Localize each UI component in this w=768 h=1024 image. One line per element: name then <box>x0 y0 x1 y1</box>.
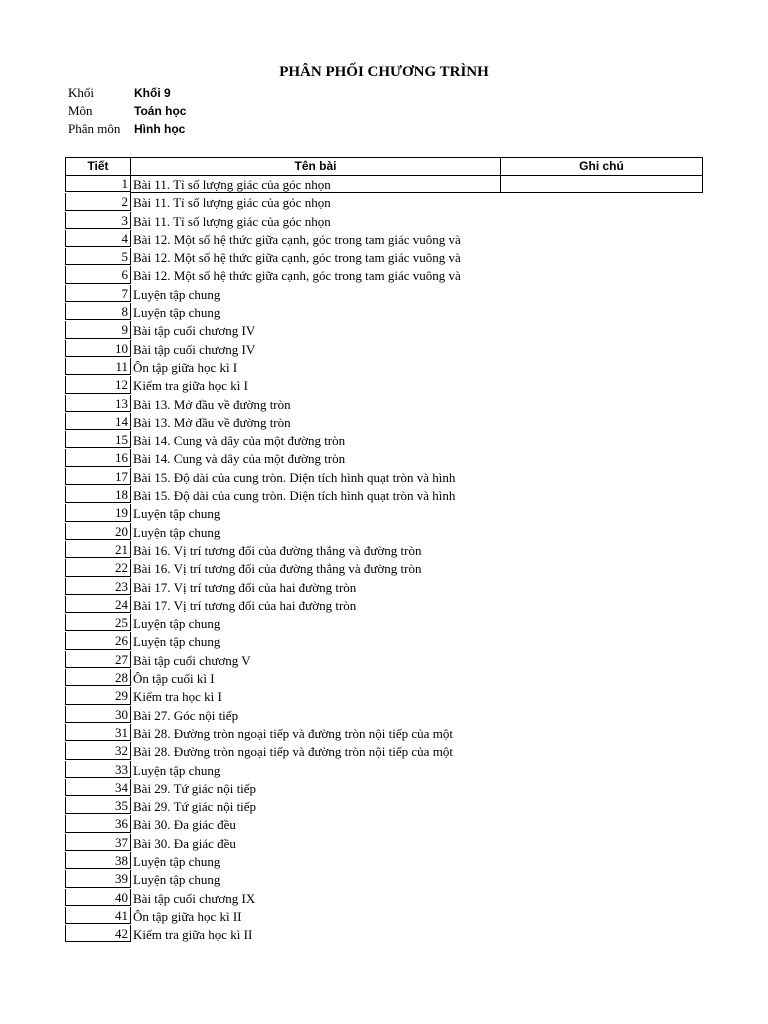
tiet-cell: 40 <box>65 889 131 906</box>
table-row <box>65 578 703 596</box>
table-row <box>65 632 703 650</box>
ten-bai-cell: Luyện tập chung <box>133 286 221 302</box>
table-row <box>65 596 703 614</box>
ten-bai-cell: Luyện tập chung <box>133 524 221 540</box>
ten-bai-cell: Bài 12. Một số hệ thức giữa cạnh, góc trong tam giác vuông và <box>133 268 461 284</box>
table-row <box>65 761 703 779</box>
tiet-cell: 22 <box>65 559 131 576</box>
table-row <box>65 431 703 449</box>
meta-khoi-label: Khối <box>68 85 94 100</box>
tiet-cell: 30 <box>65 706 131 723</box>
ten-bai-cell: Ôn tập cuối kì I <box>133 671 215 687</box>
ten-bai-cell: Bài 16. Vị trí tương đối của đường thẳng và đường tròn <box>133 561 422 577</box>
ten-bai-cell: Bài 29. Tứ giác nội tiếp <box>133 799 257 815</box>
ten-bai-cell: Bài 16. Vị trí tương đối của đường thẳng và đường tròn <box>133 542 422 558</box>
tiet-cell: 26 <box>65 632 131 649</box>
tiet-cell: 3 <box>65 212 131 229</box>
ten-bai-cell: Bài 17. Vị trí tương đối của hai đường tròn <box>133 579 357 595</box>
ten-bai-cell: Luyện tập chung <box>133 762 221 778</box>
tiet-cell: 33 <box>65 761 131 778</box>
ten-bai-cell: Luyện tập chung <box>133 506 221 522</box>
tiet-cell: 8 <box>65 303 131 320</box>
tiet-cell: 23 <box>65 578 131 595</box>
table-row <box>65 285 703 303</box>
tiet-cell: 19 <box>65 504 131 521</box>
table-row <box>65 340 703 358</box>
table-header <box>65 157 703 175</box>
ten-bai-cell: Bài 28. Đường tròn ngoại tiếp và đường tròn nội tiếp của một <box>133 725 453 741</box>
table-row <box>65 230 703 248</box>
ten-bai-cell: Luyện tập chung <box>133 305 221 321</box>
table-row <box>65 413 703 431</box>
table-row <box>65 358 703 376</box>
ten-bai-cell: Bài 11. Tỉ số lượng giác của góc nhọn <box>133 213 331 229</box>
table-row <box>65 779 703 797</box>
table-row <box>65 212 703 230</box>
ten-bai-cell-border <box>130 175 500 193</box>
ten-bai-cell: Kiểm tra học kì I <box>133 689 222 705</box>
meta-phanmon-label: Phân môn <box>68 121 121 136</box>
table-row <box>65 541 703 559</box>
tiet-cell: 20 <box>65 523 131 540</box>
tiet-cell: 5 <box>65 248 131 265</box>
table-row <box>65 504 703 522</box>
table-row <box>65 706 703 724</box>
table-row <box>65 925 703 943</box>
table-row <box>65 651 703 669</box>
table-row <box>65 907 703 925</box>
ten-bai-cell: Bài tập cuối chương V <box>133 652 251 668</box>
table-row <box>65 175 703 193</box>
ten-bai-cell: Bài 27. Góc nội tiếp <box>133 707 239 723</box>
table-row <box>65 395 703 413</box>
tiet-cell: 2 <box>65 193 131 210</box>
ten-bai-cell: Bài 12. Một số hệ thức giữa cạnh, góc trong tam giác vuông và <box>133 231 461 247</box>
tiet-cell: 31 <box>65 724 131 741</box>
table-row <box>65 742 703 760</box>
tiet-cell: 4 <box>65 230 131 247</box>
table-row <box>65 669 703 687</box>
tiet-cell: 9 <box>65 321 131 338</box>
ten-bai-cell: Ôn tập giữa học kì II <box>133 908 242 924</box>
tiet-cell: 28 <box>65 669 131 686</box>
ten-bai-cell: Bài 30. Đa giác đều <box>133 817 236 833</box>
tiet-cell: 36 <box>65 815 131 832</box>
tiet-cell: 34 <box>65 779 131 796</box>
ten-bai-cell: Bài tập cuối chương IV <box>133 341 256 357</box>
tiet-cell: 42 <box>65 925 131 942</box>
meta-phanmon-value: Hình học <box>134 122 186 136</box>
ten-bai-cell: Bài 30. Đa giác đều <box>133 835 236 851</box>
table-row <box>65 815 703 833</box>
header-ten-bai: Tên bài <box>130 157 501 176</box>
table-row <box>65 797 703 815</box>
curriculum-table <box>65 157 703 943</box>
ten-bai-cell: Bài 12. Một số hệ thức giữa cạnh, góc trong tam giác vuông và <box>133 250 461 266</box>
header-ghi-chu: Ghi chú <box>500 157 703 176</box>
tiet-cell: 21 <box>65 541 131 558</box>
meta-mon-label: Môn <box>68 103 93 118</box>
header-tiet: Tiết <box>65 157 131 176</box>
ten-bai-cell: Luyện tập chung <box>133 616 221 632</box>
table-row <box>65 870 703 888</box>
tiet-cell: 17 <box>65 468 131 485</box>
ten-bai-cell: Bài 14. Cung và dây của một đường tròn <box>133 433 346 449</box>
table-row <box>65 687 703 705</box>
ten-bai-cell: Bài 13. Mở đầu về đường tròn <box>133 396 291 412</box>
tiet-cell: 6 <box>65 266 131 283</box>
table-row <box>65 889 703 907</box>
tiet-cell: 35 <box>65 797 131 814</box>
tiet-cell: 27 <box>65 651 131 668</box>
tiet-cell: 10 <box>65 340 131 357</box>
table-row <box>65 724 703 742</box>
tiet-cell: 18 <box>65 486 131 503</box>
tiet-cell: 7 <box>65 285 131 302</box>
tiet-cell: 16 <box>65 449 131 466</box>
tiet-cell: 12 <box>65 376 131 393</box>
ten-bai-cell: Luyện tập chung <box>133 853 221 869</box>
tiet-cell: 37 <box>65 834 131 851</box>
ten-bai-cell: Bài 29. Tứ giác nội tiếp <box>133 780 257 796</box>
ten-bai-cell: Bài 17. Vị trí tương đối của hai đường tròn <box>133 597 357 613</box>
table-row <box>65 614 703 632</box>
ten-bai-cell: Bài 11. Tỉ số lượng giác của góc nhọn <box>133 177 331 192</box>
tiet-cell: 13 <box>65 395 131 412</box>
ten-bai-cell: Bài 15. Độ dài của cung tròn. Diện tích hình quạt tròn và hình <box>133 469 456 485</box>
table-row <box>65 559 703 577</box>
table-row <box>65 486 703 504</box>
meta-khoi-value: Khối 9 <box>134 86 171 100</box>
tiet-cell: 39 <box>65 870 131 887</box>
tiet-cell: 32 <box>65 742 131 759</box>
ten-bai-cell: Bài tập cuối chương IV <box>133 323 256 339</box>
tiet-cell: 38 <box>65 852 131 869</box>
table-row <box>65 834 703 852</box>
table-row <box>65 303 703 321</box>
tiet-cell: 41 <box>65 907 131 924</box>
table-row <box>65 468 703 486</box>
ten-bai-cell: Ôn tập giữa học kì I <box>133 359 238 375</box>
ghi-chu-cell <box>500 175 703 193</box>
table-row <box>65 321 703 339</box>
ten-bai-cell: Bài 13. Mở đầu về đường tròn <box>133 414 291 430</box>
tiet-cell: 15 <box>65 431 131 448</box>
ten-bai-cell: Kiểm tra giữa học kì II <box>133 927 253 943</box>
tiet-cell: 11 <box>65 358 131 375</box>
ten-bai-cell: Bài 14. Cung và dây của một đường tròn <box>133 451 346 467</box>
table-row <box>65 266 703 284</box>
page-title: PHÂN PHỐI CHƯƠNG TRÌNH <box>279 64 489 80</box>
tiet-cell: 24 <box>65 596 131 613</box>
tiet-cell: 29 <box>65 687 131 704</box>
table-body <box>65 175 703 943</box>
ten-bai-cell: Bài tập cuối chương IX <box>133 890 256 906</box>
table-row <box>65 852 703 870</box>
ten-bai-cell: Luyện tập chung <box>133 872 221 888</box>
table-row <box>65 193 703 211</box>
tiet-cell: 1 <box>65 175 131 192</box>
table-row <box>65 523 703 541</box>
table-row <box>65 376 703 394</box>
table-row <box>65 449 703 467</box>
tiet-cell: 25 <box>65 614 131 631</box>
ten-bai-cell: Kiểm tra giữa học kì I <box>133 378 248 394</box>
ten-bai-cell: Bài 11. Tỉ số lượng giác của góc nhọn <box>133 195 331 211</box>
table-row <box>65 248 703 266</box>
tiet-cell: 14 <box>65 413 131 430</box>
ten-bai-cell: Bài 28. Đường tròn ngoại tiếp và đường tròn nội tiếp của một <box>133 744 453 760</box>
ten-bai-cell: Luyện tập chung <box>133 634 221 650</box>
ten-bai-cell: Bài 15. Độ dài của cung tròn. Diện tích hình quạt tròn và hình <box>133 488 456 504</box>
meta-mon-value: Toán học <box>134 104 187 118</box>
